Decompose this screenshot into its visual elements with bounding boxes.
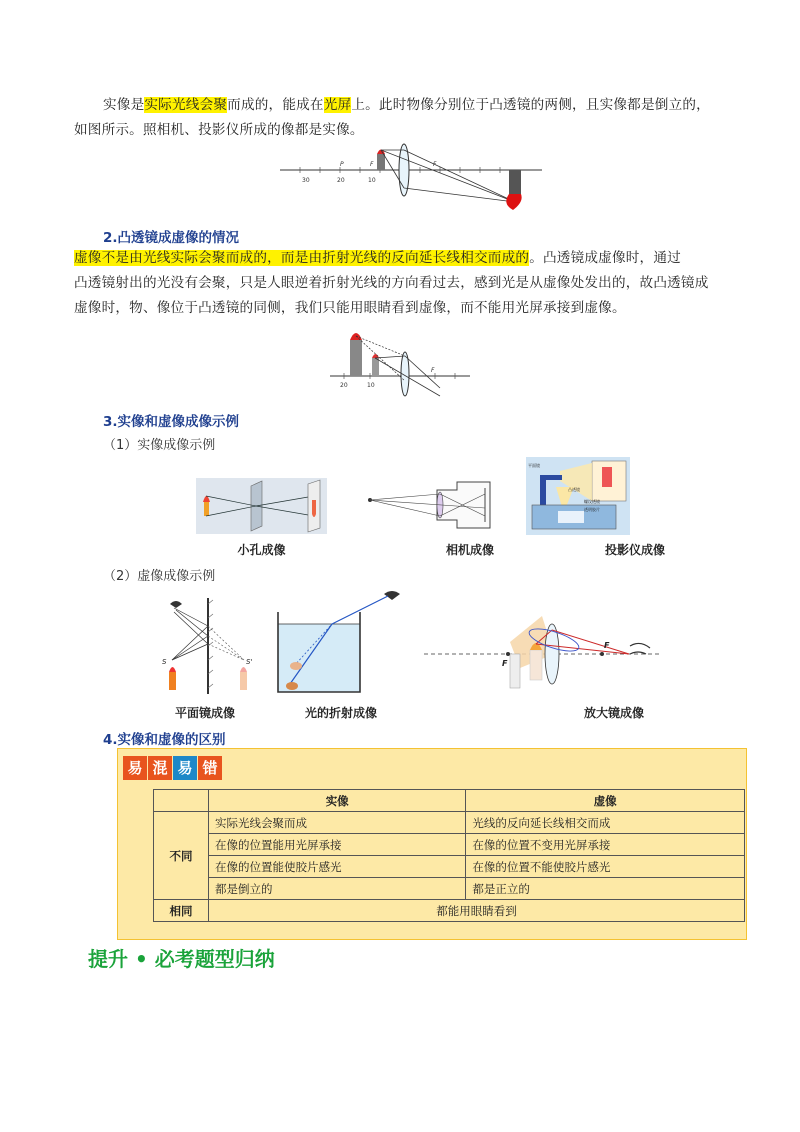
comparison-table — [153, 789, 745, 922]
caption-camera: 相机成像 — [445, 543, 494, 557]
svg-text:S': S' — [246, 658, 253, 666]
caption-plane-mirror: 平面镜成像 — [174, 706, 235, 720]
table-cell: 在像的位置不变用光屏承接 — [466, 834, 745, 856]
magnifier-figure — [424, 610, 660, 694]
svg-text:20: 20 — [337, 177, 345, 184]
tip-badge: 易 — [123, 756, 147, 780]
paragraph-virtual-image: 虚像不是由光线实际会聚而成的，而是由折射光线的反向延长线相交而成的。凸透镜成虚像时，通过 — [74, 250, 681, 266]
table-row — [154, 900, 745, 922]
pinhole-figure — [196, 478, 327, 534]
row-group-different: 不同 — [154, 812, 209, 900]
section-heading-examples: 3.实像和虚像成像示例 — [103, 414, 240, 430]
tip-badges — [123, 756, 223, 780]
row-group-same: 相同 — [154, 900, 209, 922]
plane-mirror-figure — [160, 598, 256, 694]
tip-badge: 易 — [173, 756, 197, 780]
table-cell: 在像的位置能用光屏承接 — [209, 834, 466, 856]
camera-figure — [357, 478, 497, 534]
svg-text:平面镜: 平面镜 — [528, 463, 540, 468]
paragraph-virtual-line3: 虚像时，物、像位于凸透镜的同侧，我们只能用眼睛看到虚像，而不能用光屏承接到虚像。 — [74, 300, 626, 316]
column-header-virtual: 虚像 — [466, 790, 745, 812]
svg-text:F: F — [604, 641, 610, 650]
convex-lens-virtual-image-figure — [330, 326, 470, 398]
svg-text:螺纹透镜: 螺纹透镜 — [584, 499, 600, 504]
table-cell: 在像的位置不能使胶片感光 — [466, 856, 745, 878]
table-row — [154, 856, 745, 878]
table-cell: 都能用眼睛看到 — [209, 900, 745, 922]
table-cell: 实际光线会聚而成 — [209, 812, 466, 834]
caption-magnifier: 放大镜成像 — [583, 706, 644, 720]
table-cell: 都是倒立的 — [209, 878, 466, 900]
table-row — [154, 878, 745, 900]
svg-text:30: 30 — [302, 177, 310, 184]
paragraph-real-image: 实像是实际光线会聚而成的，能成在光屏上。此时物像分别位于凸透镜的两侧，且实像都是倒立的， — [103, 97, 710, 113]
column-header-real: 实像 — [209, 790, 466, 812]
svg-text:20: 20 — [340, 382, 348, 389]
svg-text:F: F — [431, 367, 435, 374]
table-cell: 在像的位置能使胶片感光 — [209, 856, 466, 878]
caption-pinhole: 小孔成像 — [237, 543, 286, 557]
tip-badge: 混 — [148, 756, 172, 780]
tip-badge: 错 — [198, 756, 222, 780]
section-heading-difference: 4.实像和虚像的区别 — [103, 732, 226, 748]
caption-refraction: 光的折射成像 — [304, 706, 377, 720]
svg-text:10: 10 — [367, 382, 375, 389]
convex-lens-real-image-figure — [280, 140, 542, 216]
subheading-real-examples: （1）实像成像示例 — [103, 438, 216, 453]
svg-text:F: F — [502, 659, 508, 668]
svg-text:透明胶片: 透明胶片 — [584, 507, 600, 512]
svg-text:F: F — [433, 161, 437, 168]
footer-heading: 提升 • 必考题型归纳 — [88, 947, 275, 971]
highlight-text: 光屏 — [323, 97, 352, 113]
paragraph-virtual-line2: 凸透镜射出的光没有会聚，只是人眼逆着折射光线的方向看过去，感到光是从虚像处发出的，故凸透镜成 — [74, 275, 709, 291]
svg-text:凸透镜: 凸透镜 — [568, 487, 580, 492]
section-heading-virtual: 2.凸透镜成虚像的情况 — [103, 230, 240, 246]
projector-figure — [526, 457, 630, 535]
paragraph-real-image-line2: 如图所示。照相机、投影仪所成的像都是实像。 — [74, 122, 364, 138]
svg-text:P: P — [340, 161, 344, 168]
table-cell: 都是正立的 — [466, 878, 745, 900]
refraction-figure — [272, 588, 404, 696]
svg-text:10: 10 — [368, 177, 376, 184]
highlight-text: 实际光线会聚 — [144, 97, 228, 113]
table-header-row — [154, 790, 745, 812]
table-cell: 光线的反向延长线相交而成 — [466, 812, 745, 834]
caption-projector: 投影仪成像 — [604, 543, 665, 557]
table-row — [154, 812, 745, 834]
table-row — [154, 834, 745, 856]
subheading-virtual-examples: （2）虚像成像示例 — [103, 569, 216, 584]
svg-text:S: S — [162, 658, 167, 666]
svg-text:F: F — [370, 161, 374, 168]
highlight-text: 虚像不是由光线实际会聚而成的，而是由折射光线的反向延长线相交而成的 — [74, 250, 530, 266]
